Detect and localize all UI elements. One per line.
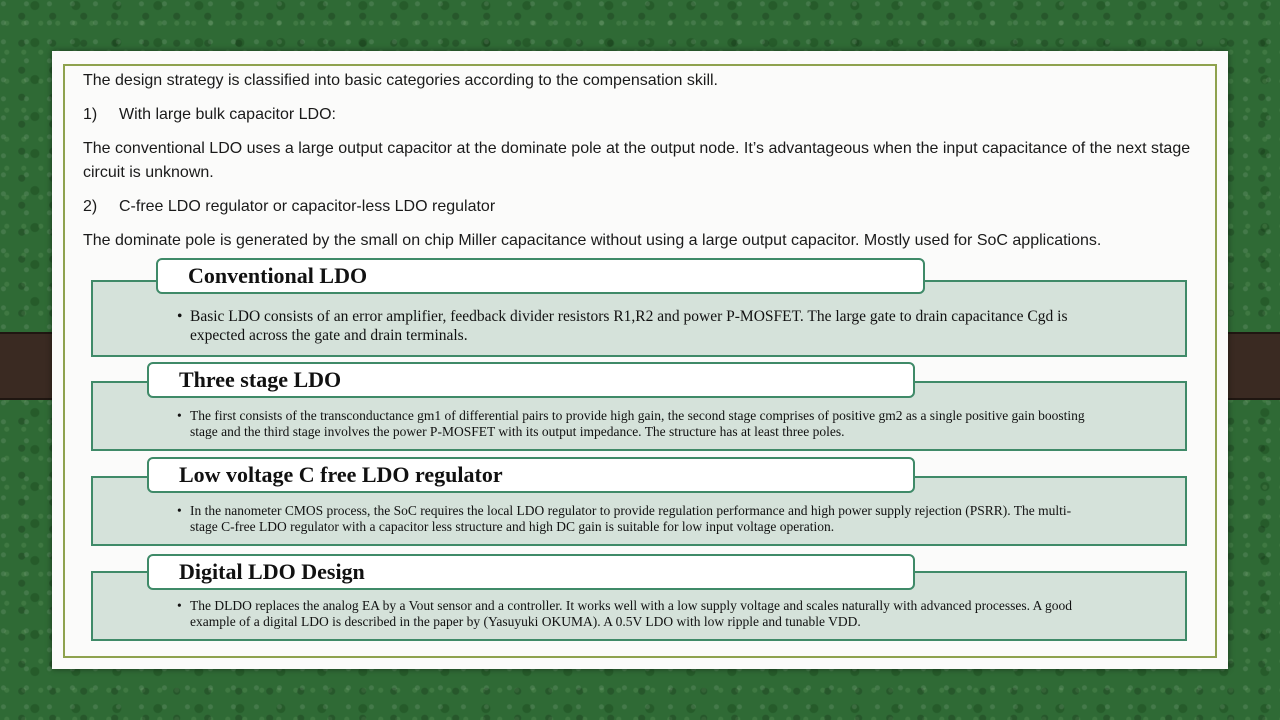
numbered-item-1 bbox=[83, 103, 1203, 127]
card-title-digital-ldo: Digital LDO Design bbox=[147, 554, 915, 590]
card-title-conventional-ldo: Conventional LDO bbox=[156, 258, 925, 294]
intro-text bbox=[83, 69, 1203, 263]
slide-paper bbox=[52, 51, 1228, 669]
numbered-item-2 bbox=[83, 195, 1203, 219]
card-title-c-free-ldo: Low voltage C free LDO regulator bbox=[147, 457, 915, 493]
intro-paragraph-1: The design strategy is classified into basic categories according to the compensation skill. bbox=[83, 72, 718, 89]
card-bullet-text: The DLDO replaces the analog EA by a Vout sensor and a controller. It works well with a low supply voltage and scales naturally with advanced processes. A good example of a digital LDO is described in the paper by (Yasuyuki OKUMA). A 0.5V LDO with low ripple and tunable VDD. bbox=[190, 598, 1073, 629]
item-number-2: 2) bbox=[83, 198, 98, 215]
bullet-dot-icon: • bbox=[177, 408, 182, 423]
bullet-dot-icon: • bbox=[177, 503, 182, 518]
item-text-1: With large bulk capacitor LDO: bbox=[119, 106, 336, 123]
card-title-three-stage-ldo: Three stage LDO bbox=[147, 362, 915, 398]
item-number-1: 1) bbox=[83, 106, 98, 123]
card-bullet-text: Basic LDO consists of an error amplifier, feedback divider resistors R1,R2 and power P-MOSFET. The large gate to drain capacitance Cgd is expected across the gate and drain terminals. bbox=[190, 308, 1068, 344]
intro-paragraph-2: The conventional LDO uses a large output capacitor at the dominate pole at the output node. It’s advantageous when the input capacitance of the next stage circuit is unknown. bbox=[83, 140, 1191, 181]
bullet-dot-icon: • bbox=[177, 598, 182, 613]
intro-paragraph-3: The dominate pole is generated by the small on chip Miller capacitance without using a large output capacitor. Mostly used for SoC applications. bbox=[83, 232, 1102, 249]
card-bullet bbox=[177, 408, 1090, 440]
bullet-dot-icon: • bbox=[177, 308, 183, 325]
card-bullet bbox=[177, 598, 1090, 630]
item-text-2: C-free LDO regulator or capacitor-less LDO regulator bbox=[119, 198, 496, 215]
card-bullet bbox=[177, 503, 1090, 535]
card-bullet bbox=[177, 307, 1090, 345]
card-bullet-text: In the nanometer CMOS process, the SoC requires the local LDO regulator to provide regulation performance and high power supply rejection (PSRR). The multi-stage C-free LDO regulator with a capacitor less structure and high DC gain is suitable for low input voltage operation. bbox=[190, 503, 1072, 534]
card-bullet-text: The first consists of the transconductance gm1 of differential pairs to provide high gain, the second stage comprises of positive gm2 as a single positive gain boosting stage and the third stage involves the power P-MOSFET with its output impedance. The structure has at least three poles. bbox=[190, 408, 1085, 439]
